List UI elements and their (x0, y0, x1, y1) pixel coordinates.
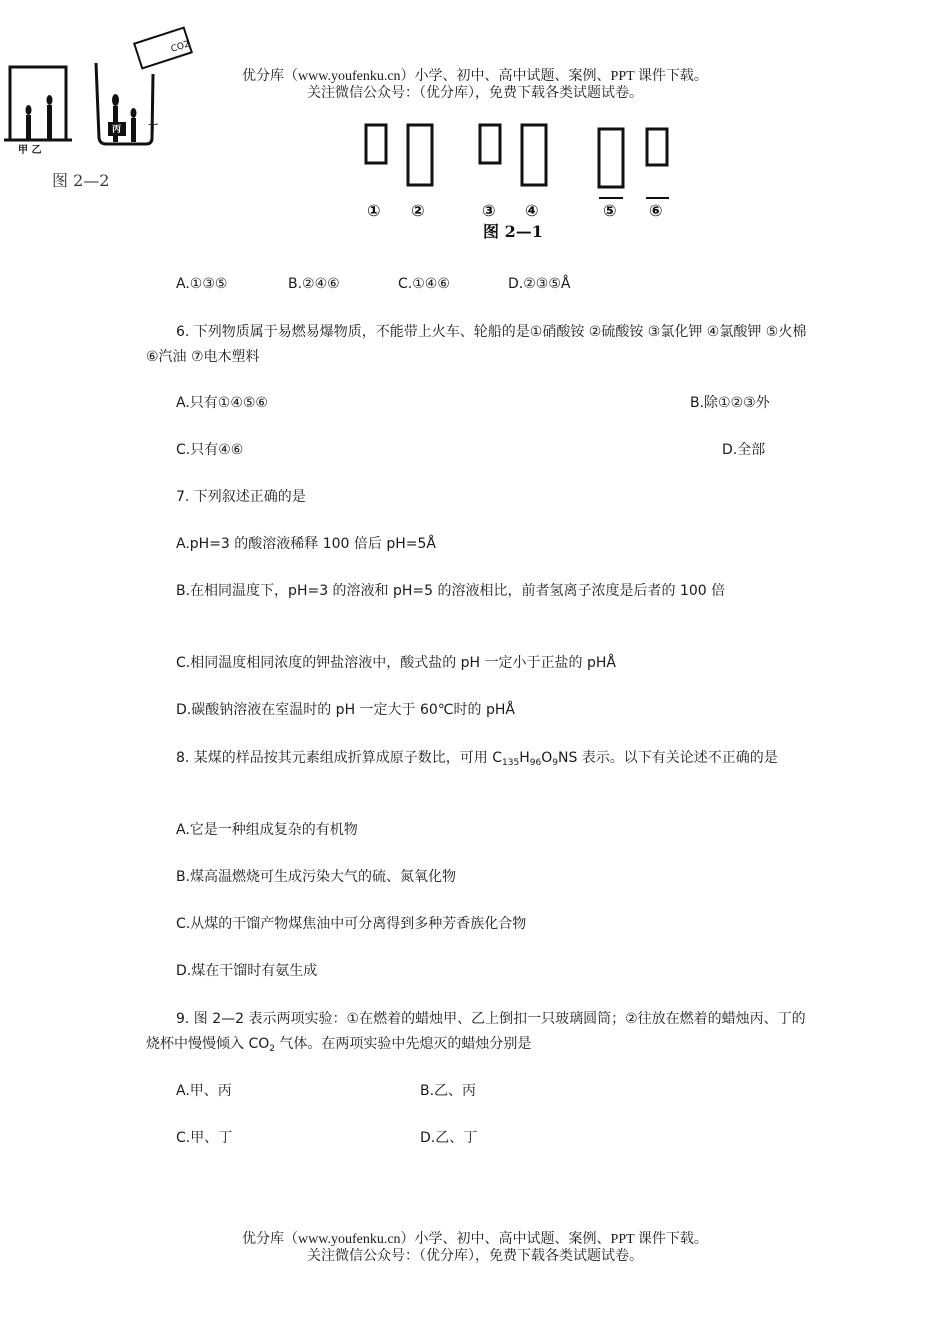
q5-option-b: B.②④⑥ (288, 276, 340, 292)
ding-label: 丁 (148, 124, 158, 135)
co2-label: CO2 (169, 39, 192, 55)
label-5: ⑤ (603, 201, 617, 220)
header-line-2: 关注微信公众号：（优分库），免费下载各类试题试卷。 (307, 86, 643, 101)
q5-option-c: C.①④⑥ (398, 276, 450, 292)
q9-option-d: D.乙、丁 (420, 1130, 478, 1146)
q8-option-d: D.煤在干馏时有氨生成 (176, 963, 318, 979)
footer-line-2: 关注微信公众号：（优分库），免费下载各类试题试卷。 (307, 1249, 643, 1264)
q6-option-b: B.除①②③外 (690, 395, 770, 411)
label-6: ⑥ (649, 201, 663, 220)
jia-yi-label: 甲 乙 (18, 145, 42, 156)
q9-stem: 9. 图 2—2 表示两项实验：①在燃着的蜡烛甲、乙上倒扣一只玻璃圆筒；②往放在燃着的蜡烛丙、丁的烧杯中慢慢倾入 $CO_2$ 气体。在两项实验中先熄灭的蜡烛分别是 (146, 1011, 806, 1054)
q6-option-a: A.只有①④⑤⑥ (176, 395, 268, 411)
container-3 (480, 125, 500, 163)
q7-option-a: A.pH=3 的酸溶液稀释 100 倍后 pH=5Å (176, 536, 436, 552)
container-4 (522, 125, 546, 185)
q6-stem: 6. 下列物质属于易燃易爆物质，不能带上火车、轮船的是①硝酸铵 ②硫酸铵 ③氯化钾 ④氯酸钾 ⑤火棉 ⑥汽油 ⑦电木塑料 (146, 324, 807, 365)
q7-option-d: D.碳酸钠溶液在室温时的 pH 一定大于 60℃时的 pHÅ (176, 702, 515, 718)
q9-option-a: A.甲、丙 (176, 1083, 232, 1099)
container-2 (408, 125, 432, 185)
q6-option-d: D.全部 (722, 442, 766, 458)
container-5 (599, 129, 623, 187)
q7-option-b: B.在相同温度下，pH=3 的溶液和 pH=5 的溶液相比，前者氢离子浓度是后者的 100 倍 (176, 583, 726, 599)
figure-2-1 (355, 115, 685, 245)
label-1: ① (367, 201, 381, 220)
candle-yi (47, 105, 52, 140)
q7-stem: 7. 下列叙述正确的是 (176, 489, 306, 505)
q8-stem: 8. 某煤的样品按其元素组成折算成原子数比，可用 $C_{135}H_{96}O_9NS$ 表示。以下有关论述不正确的是 (176, 750, 778, 768)
q5-option-d: D.②③⑤Å (508, 276, 571, 292)
q9-option-c: C.甲、丁 (176, 1130, 233, 1146)
label-3: ③ (482, 201, 496, 220)
container-1 (366, 125, 386, 163)
q6-option-c: C.只有④⑥ (176, 442, 244, 458)
q9-option-b: B.乙、丙 (420, 1083, 477, 1099)
candle-ding (131, 118, 136, 142)
figure-2-2 (0, 20, 215, 200)
q8-option-c: C.从煤的干馏产物煤焦油中可分离得到多种芳香族化合物 (176, 916, 527, 932)
label-2: ② (411, 201, 425, 220)
footer-banner (0, 1231, 950, 1265)
header-line-1: 优分库（www.youfenku.cn）小学、初中、高中试题、案例、PPT 课件下载。 (242, 69, 708, 84)
container-6 (647, 129, 667, 165)
footer-line-1: 优分库（www.youfenku.cn）小学、初中、高中试题、案例、PPT 课件下载。 (242, 1232, 708, 1247)
label-4: ④ (525, 201, 539, 220)
candle-jia (26, 115, 31, 140)
figure-2-2-caption: 图 2—2 (52, 171, 110, 190)
figure-2-1-caption: 图 2—1 (483, 222, 543, 241)
q7-option-c: C.相同温度相同浓度的钾盐溶液中，酸式盐的 pH 一定小于正盐的 pHÅ (176, 655, 616, 671)
q5-option-a: A.①③⑤ (176, 276, 228, 292)
q8-option-b: B.煤高温燃烧可生成污染大气的硫、氮氧化物 (176, 869, 457, 885)
bing-label: 丙 (112, 125, 122, 135)
q8-option-a: A.它是一种组成复杂的有机物 (176, 822, 358, 838)
